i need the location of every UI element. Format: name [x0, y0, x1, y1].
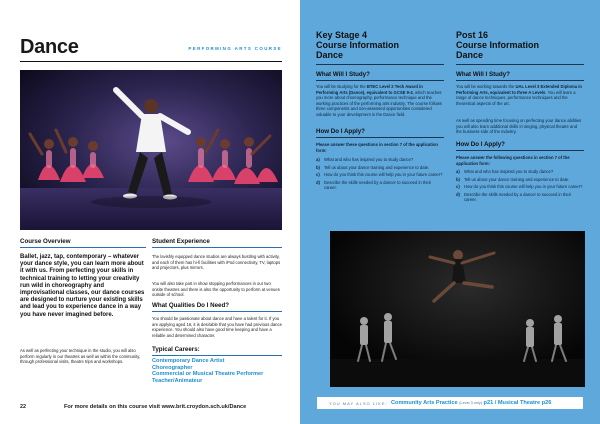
ks4-apply-divider — [316, 137, 444, 138]
career-item: Teacher/Animateur — [152, 377, 203, 384]
community-arts-page[interactable]: p21 — [483, 400, 494, 406]
post16-study-qualification: UAL Level 3 Extended Diploma in Performing Arts, equivalent to three A Levels — [456, 84, 582, 95]
post16-divider — [456, 64, 584, 65]
ks4-questions — [316, 157, 444, 193]
post16-study-heading: What Will I Study? — [456, 71, 510, 78]
page-number: 22 — [20, 404, 26, 410]
question-text: Tell us about your dance training and experience to date. — [324, 164, 430, 170]
question-text: Describe the skills needed by a dancer to succeed in their career. — [464, 191, 572, 202]
question-key: a) — [456, 169, 460, 174]
title-row — [20, 36, 282, 62]
question-item — [456, 192, 584, 203]
question-text: Tell us about your dance training and experience to date. — [464, 176, 570, 182]
question-key: b) — [316, 164, 320, 170]
also-like-bar — [316, 396, 584, 410]
post16-heading-line3: Dance — [456, 50, 484, 60]
also-like-links — [391, 400, 551, 406]
ks4-apply-intro: Please answer these questions in section 7 of the application form: — [316, 142, 438, 153]
student-experience-p2: You will also take part in show stopping performances in our two onsite theatres and there is also the opportunity to perform at venues outside of school. — [152, 281, 280, 298]
post16-study-body — [456, 84, 584, 106]
ks4-heading-line2: Course Information — [316, 40, 400, 50]
ks4-study-heading: What Will I Study? — [316, 71, 370, 78]
community-arts-link[interactable]: Community Arts Practice — [391, 400, 458, 406]
ks4-heading-line1: Key Stage 4 — [316, 30, 368, 40]
post16-study-p2: As well as spending time focusing on perfecting your dance abilities you will also learn additional skills in singing, physical theatre and the business side of the industry. — [456, 118, 582, 134]
dance-performance-photo — [20, 70, 282, 230]
question-item — [456, 184, 584, 190]
ks4-study-pre: You will be studying for the — [316, 84, 367, 89]
ks4-apply-heading: How Do I Apply? — [316, 128, 365, 135]
post16-heading-line1: Post 16 — [456, 30, 489, 40]
ks4-study-divider — [316, 80, 444, 81]
dance-class-photo — [330, 231, 585, 387]
course-overview-heading: Course Overview — [20, 238, 146, 248]
question-text: How do you think this course will help you in your future career? — [324, 172, 443, 177]
question-text: What and who has inspired you to study dance? — [464, 169, 554, 174]
careers-list — [152, 358, 282, 384]
question-item — [316, 180, 444, 191]
career-item: Choreographer — [152, 364, 193, 371]
ks4-study-body — [316, 84, 444, 117]
qualities-body: You should be passionate about dance and have a talent for it. If you are applying aged 16, it is desirable that you have had previous dance experience. You should also have good time keeping and have a reliable and determined character. — [152, 316, 282, 338]
question-key: b) — [456, 176, 460, 182]
careers-heading: Typical Careers: — [152, 346, 282, 356]
question-item — [456, 169, 584, 175]
page-title: Dance — [20, 36, 79, 58]
student-experience-p1: The lavishly equipped dance studios are always bustling with activity, and each of them has hi-fi facilities with iPod connectivity, TV, laptops and projectors, plus mirrors. — [152, 254, 281, 271]
question-key: a) — [316, 157, 320, 162]
course-overview-intro: Ballet, jazz, tap, contemporary – whatever your dance style, you can learn more about it with us. From perfecting your skills in technical training to letting your creativity run wild in choreography and improvisational classes, our dance courses are designed to nurture your existing skills and lead you to experience dance in a way you have never imagined before. — [20, 254, 145, 318]
question-item — [456, 177, 584, 183]
ks4-heading-line3: Dance — [316, 50, 344, 60]
also-like-label: YOU MAY ALSO LIKE: — [329, 401, 388, 406]
question-item — [316, 157, 444, 163]
question-item — [316, 165, 444, 171]
question-text: How do you think this course will help you in your future career? — [464, 184, 583, 189]
question-key: d) — [456, 191, 460, 197]
post16-apply-intro: Please answer the following questions in section 7 of the application form: — [456, 155, 570, 166]
post16-study-divider — [456, 80, 584, 81]
question-item — [316, 172, 444, 178]
musical-theatre-link[interactable]: Musical Theatre p26 — [497, 400, 552, 406]
post16-apply-divider — [456, 150, 584, 151]
ks4-study-qualification: BTEC Level 2 Tech Award in Performing Arts (Dance), equivalent to GCSE 9-4 — [316, 84, 423, 95]
level-note: (Level 3 only) — [459, 401, 482, 405]
student-experience-heading: Student Experience — [152, 238, 282, 248]
ks4-study-post: , which teaches you more about choreography, performance technique and the working practices of the performing arts industry. The course follows three components and non-assessed opportunities considered valuable to your development in the Dance field. — [316, 89, 442, 117]
post16-study-post: . You will learn a range of dance techniques, performance techniques and the theoretical aspects of the art. — [456, 89, 576, 106]
question-key: c) — [316, 172, 320, 177]
course-overview-body: As well as perfecting your technique in the studio, you will also perform regularly in our theatres as well as within the community, through professional visits, theatre trips and workshops. — [20, 348, 141, 365]
post16-study-pre: You will be working towards the — [456, 84, 516, 89]
link-separator: / — [494, 400, 497, 406]
course-details-link[interactable]: For more details on this course visit www.brit.croydon.sch.uk/Dance — [64, 404, 247, 410]
question-text: Describe the skills needed by a dancer to succeed in their career. — [324, 179, 432, 190]
subject-label: PERFORMING ARTS COURSE — [188, 46, 282, 51]
question-key: c) — [456, 184, 460, 189]
career-item: Contemporary Dance Artist — [152, 358, 225, 364]
post16-apply-heading: How Do I Apply? — [456, 141, 505, 148]
question-text: What and who has inspired you to study dance? — [324, 157, 414, 162]
post16-questions — [456, 169, 584, 205]
post16-heading — [456, 30, 586, 60]
ks4-divider — [316, 64, 444, 65]
question-key: d) — [316, 179, 320, 185]
career-item: Commercial or Musical Theatre Performer — [152, 371, 264, 378]
ks4-heading — [316, 30, 446, 60]
post16-heading-line2: Course Information — [456, 40, 540, 50]
qualities-heading: What Qualities Do I Need? — [152, 302, 282, 312]
